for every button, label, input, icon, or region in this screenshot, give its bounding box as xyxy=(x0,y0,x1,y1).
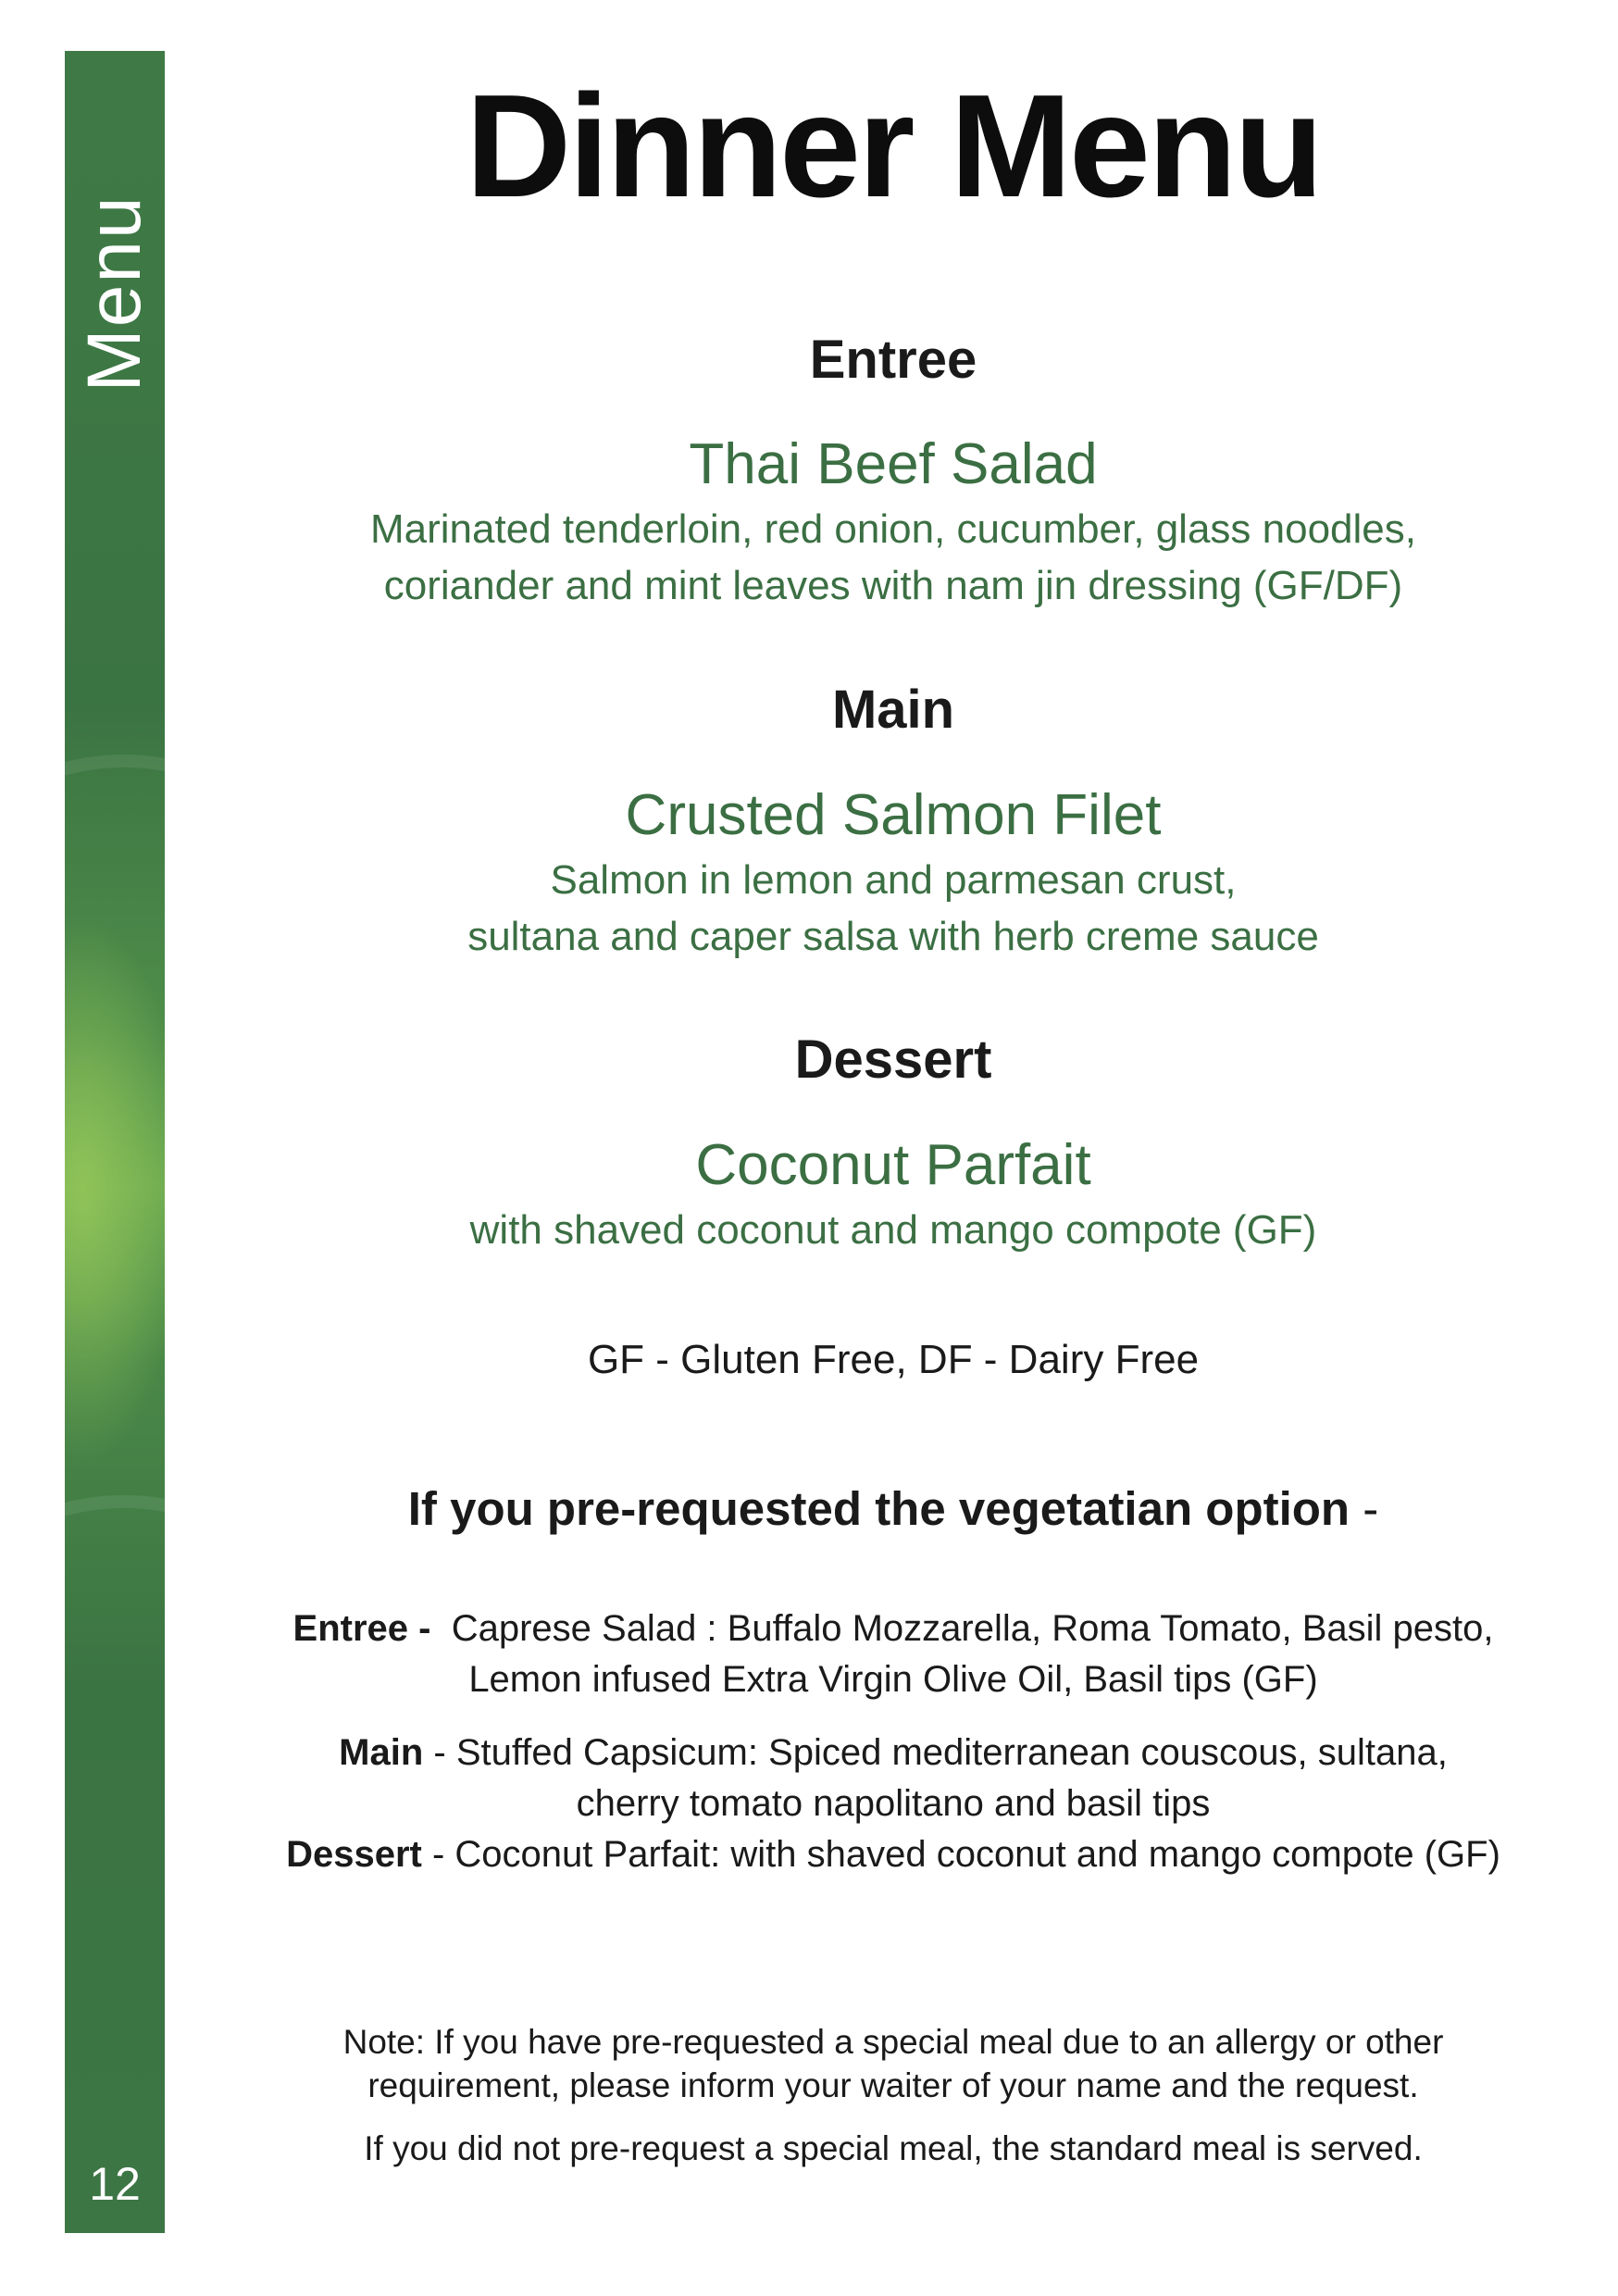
page-number: 12 xyxy=(89,2158,141,2210)
vegetarian-course-label: Main xyxy=(339,1732,424,1773)
vegetarian-dessert-text: - Coconut Parfait: with shaved coconut and mango compote (GF) xyxy=(431,1834,1500,1875)
description-line: with shaved coconut and mango compote (GF) xyxy=(469,1207,1317,1253)
course-heading-main: Main xyxy=(831,680,955,740)
dish-description-entree xyxy=(222,501,1564,614)
course-heading-entree: Entree xyxy=(809,330,977,390)
vegetarian-line: Lemon infused Extra Virgin Olive Oil, Basil tips (GF) xyxy=(468,1659,1318,1700)
dish-name-dessert: Coconut Parfait xyxy=(695,1133,1091,1197)
vegetarian-entree xyxy=(222,1603,1564,1705)
dish-name-entree: Thai Beef Salad xyxy=(689,432,1098,496)
vegetarian-heading-dash: - xyxy=(1363,1482,1379,1535)
vegetarian-line xyxy=(222,1829,1564,1880)
dish-name-main: Crusted Salmon Filet xyxy=(625,783,1162,847)
vegetarian-course-label: Entree - xyxy=(292,1608,431,1649)
note-line: requirement, please inform your waiter of your name and the request. xyxy=(367,2066,1419,2104)
sidebar-label: Menu xyxy=(72,194,156,393)
description-line: sultana and caper salsa with herb creme sauce xyxy=(467,914,1319,959)
description-line: coriander and mint leaves with nam jin dressing (GF/DF) xyxy=(383,563,1403,608)
note-line: Note: If you have pre-requested a special meal due to an allergy or other xyxy=(342,2023,1444,2061)
standard-meal-note: If you did not pre-request a special meal, the standard meal is served. xyxy=(364,2129,1423,2167)
course-heading-dessert: Dessert xyxy=(794,1029,992,1090)
vegetarian-heading-text: If you pre-requested the vegetatian option xyxy=(407,1482,1350,1535)
vegetarian-course-label: Dessert xyxy=(286,1834,422,1875)
decorative-swoosh xyxy=(65,755,165,1058)
decorative-swoosh xyxy=(65,1495,165,1799)
dish-description-dessert xyxy=(222,1202,1564,1258)
sidebar-band xyxy=(65,51,165,2233)
dietary-legend: GF - Gluten Free, DF - Dairy Free xyxy=(587,1337,1200,1382)
special-meal-note xyxy=(222,2020,1564,2107)
vegetarian-line: cherry tomato napolitano and basil tips xyxy=(576,1783,1211,1824)
vegetarian-heading xyxy=(222,1481,1564,1536)
dish-description-main xyxy=(222,852,1564,965)
page-title: Dinner Menu xyxy=(466,65,1321,228)
vegetarian-line xyxy=(222,1728,1564,1778)
vegetarian-entree-text: Caprese Salad : Buffalo Mozzarella, Roma Tomato, Basil pesto, xyxy=(451,1608,1494,1649)
vegetarian-main-text: - Stuffed Capsicum: Spiced mediterranean couscous, sultana, xyxy=(433,1732,1448,1773)
vegetarian-main xyxy=(222,1728,1564,1880)
description-line: Marinated tenderloin, red onion, cucumber, glass noodles, xyxy=(369,506,1416,552)
vegetarian-line xyxy=(222,1603,1564,1654)
description-line: Salmon in lemon and parmesan crust, xyxy=(550,857,1237,903)
